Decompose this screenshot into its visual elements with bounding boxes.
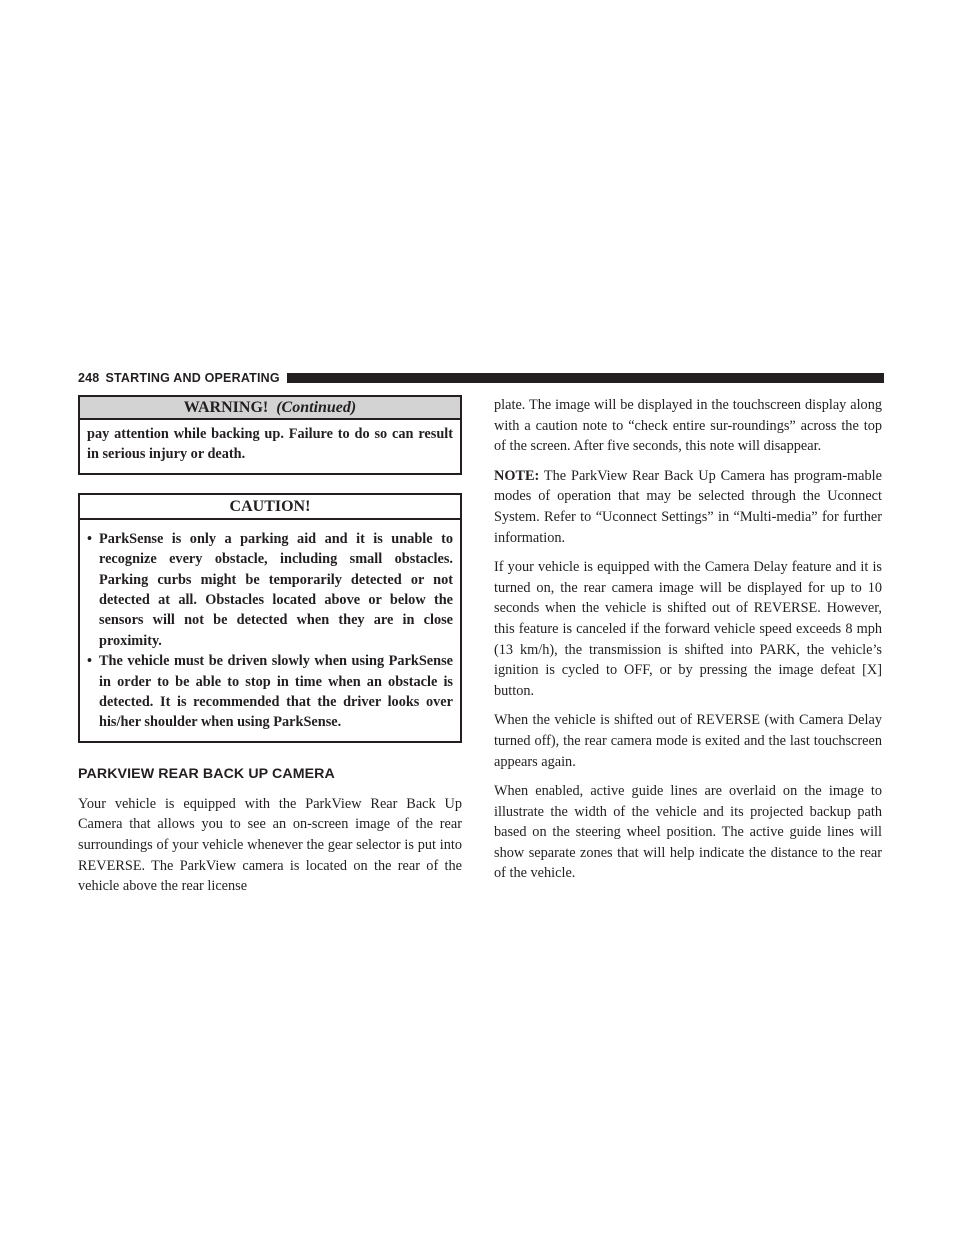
warning-header [80,397,460,420]
paragraph-reverse-exit: When the vehicle is shifted out of REVERSE (with Camera Delay turned off), the rear camera mode is exited and the last touchscreen appears again. [494,712,882,770]
page-header [78,371,884,385]
intro-paragraph: Your vehicle is equipped with the ParkView Rear Back Up Camera that allows you to see an on-screen image of the rear surroundings of your vehicle whenever the gear selector is put into REVERSE. The ParkView camera is located on the rear of the vehicle above the rear license [78,795,462,895]
caution-item [87,529,453,651]
caution-item [87,651,453,733]
warning-continued-label: (Continued) [276,399,357,416]
section-title: STARTING AND OPERATING [105,371,280,385]
warning-box [78,395,462,475]
caution-title: CAUTION! [80,495,460,520]
warning-title: WARNING! [183,399,269,416]
caution-item-text: ParkSense is only a parking aid and it is unable to recognize every obstacle, including small obstacles. Parking curbs might be temporarily detected or not detected at all. Obstacles located above or below the sensors will not be detected when they are in close proximity. [99,530,453,649]
bullet-icon: • [87,530,93,547]
note-paragraph [494,466,882,548]
bullet-icon: • [87,653,93,670]
caution-item-text: The vehicle must be driven slowly when using ParkSense in order to be able to stop in time when an obstacle is detected. It is recommended that the driver looks over his/her shoulder when using ParkSense. [99,653,453,731]
header-rule [287,373,884,383]
caution-list [87,529,453,733]
caution-box [78,493,462,743]
note-text: The ParkView Rear Back Up Camera has program-mable modes of operation that may be selected through the Uconnect System. Refer to “Uconnect Settings” in “Multi-media” for further information. [494,467,882,546]
page-number: 248 [78,371,100,385]
note-label: NOTE: [494,467,540,484]
paragraph-guide-lines: When enabled, active guide lines are overlaid on the image to illustrate the width of the vehicle and its projected backup path based on the steering wheel position. The active guide lines will show separate zones that will help indicate the distance to the rear of the vehicle. [494,783,882,882]
right-column [494,395,882,893]
paragraph-camera-delay: If your vehicle is equipped with the Camera Delay feature and it is turned on, the rear camera image will be displayed for up to 10 seconds when the vehicle is shifted out of REVERSE. However, this feature is canceled if the forward vehicle speed exceeds 8 mph (13 km/h), the transmission is shifted into PARK, the vehicle’s ignition is cycled to OFF, or by pressing the image defeat [X] button. [494,559,882,699]
caution-body [80,520,460,741]
left-column [78,395,462,897]
section-heading: PARKVIEW REAR BACK UP CAMERA [78,765,335,782]
warning-text: pay attention while backing up. Failure to do so can result in serious injury or death. [87,426,453,463]
paragraph-display: plate. The image will be displayed in the touchscreen display along with a caution note to “check entire sur-roundings” across the top of the screen. After five seconds, this note will disappear. [494,397,882,455]
